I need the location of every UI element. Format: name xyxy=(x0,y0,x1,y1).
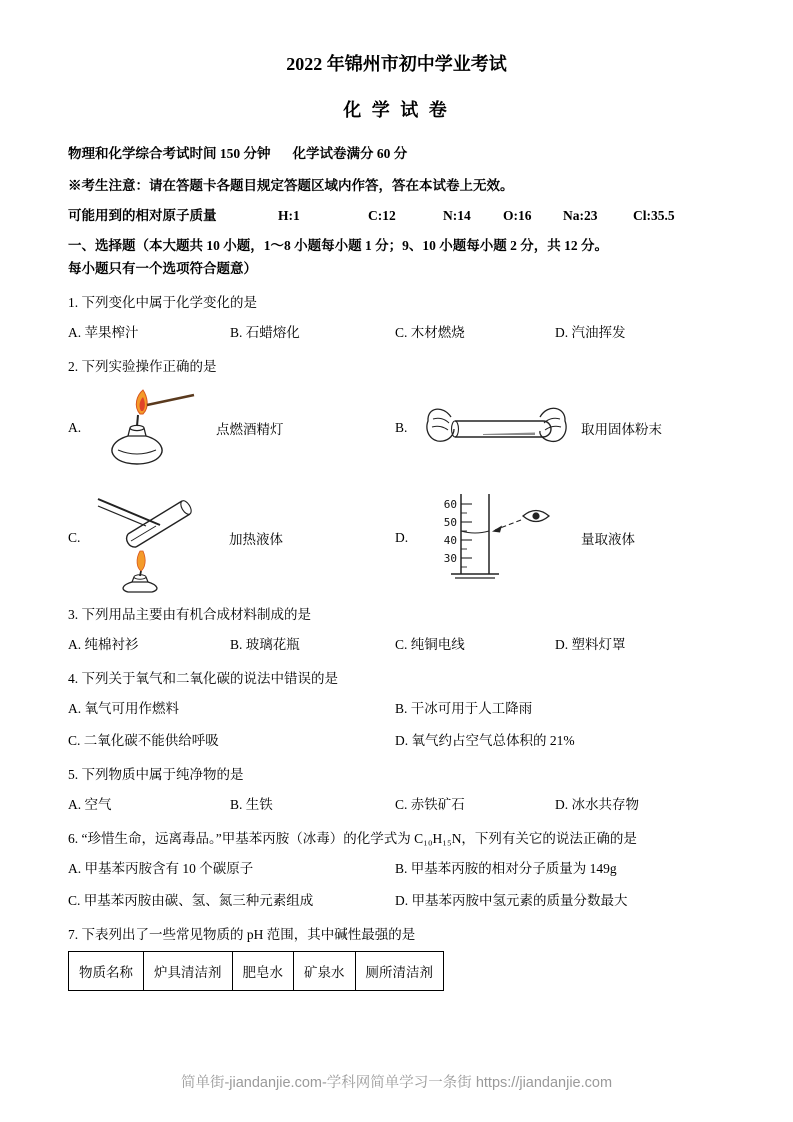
left-hand xyxy=(427,409,454,441)
table-cell-stove-cleaner: 炉具清洁剂 xyxy=(144,952,233,991)
atomic-mass-c: C:12 xyxy=(368,208,396,223)
eye-pupil xyxy=(532,512,539,519)
alcohol-lamp-lighting-illustration xyxy=(94,387,206,469)
q4-option-b: B. 干冰可用于人工降雨 xyxy=(395,701,533,716)
lamp-body xyxy=(112,436,162,464)
q6-option-d: D. 甲基苯丙胺中氢元素的质量分数最大 xyxy=(395,893,628,908)
q5-stem: 5. 下列物质中属于纯净物的是 xyxy=(68,767,244,782)
graduated-cylinder-illustration xyxy=(421,490,571,586)
lamp-flame xyxy=(137,551,145,571)
section-title-line2: 每小题只有一个选项符合题意） xyxy=(68,261,257,276)
q3-options xyxy=(68,635,725,655)
match-stick xyxy=(147,395,194,405)
q2-option-a xyxy=(68,387,395,469)
q2-option-c-label: C. xyxy=(68,530,81,545)
solid-powder xyxy=(483,433,535,436)
q2-option-b-caption: 取用固体粉末 xyxy=(581,422,662,437)
q2-option-c-caption: 加热液体 xyxy=(229,532,283,547)
test-tube-wall xyxy=(128,501,182,534)
q4-options-row1 xyxy=(68,699,725,719)
q2-option-b xyxy=(395,387,725,469)
atomic-mass-line xyxy=(68,206,725,226)
q4-option-c: C. 二氧化碳不能供给呼吸 xyxy=(68,733,219,748)
q4-option-d: D. 氧气约占空气总体积的 21% xyxy=(395,733,575,748)
q2-option-c xyxy=(68,483,395,593)
atomic-mass-n: N:14 xyxy=(443,208,471,223)
table-cell-mineral-water: 矿泉水 xyxy=(294,952,356,991)
q5-option-a: A. 空气 xyxy=(68,797,112,812)
q7-stem: 7. 下表列出了一些常见物质的 pH 范围，其中碱性最强的是 xyxy=(68,927,416,942)
q2-figure-grid xyxy=(68,387,725,593)
q2-stem: 2. 下列实验操作正确的是 xyxy=(68,359,217,374)
q2-option-d xyxy=(395,483,725,593)
lamp-wick xyxy=(137,415,138,426)
q3-option-b: B. 玻璃花瓶 xyxy=(230,637,300,652)
q6-option-a: A. 甲基苯丙胺含有 10 个碳原子 xyxy=(68,861,254,876)
lamp-body xyxy=(123,582,157,592)
exam-time-info: 物理和化学综合考试时间 150 分钟 xyxy=(68,146,271,161)
table-row xyxy=(69,952,444,991)
watermark-footer: 简单街-jiandanjie.com-学科网简单学习一条街 https://jiandanjie.com xyxy=(180,1075,613,1091)
sight-arrowhead xyxy=(492,526,502,533)
q2-option-a-label: A. xyxy=(68,420,82,435)
section-title-line1: 一、选择题（本大题共 10 小题，1～8 小题每小题 1 分；9、10 小题每小题 2 分，共 12 分。 xyxy=(68,238,608,253)
exam-subtitle: 化 学 试 卷 xyxy=(343,100,450,120)
q4-options-row2 xyxy=(68,731,725,751)
q1-options xyxy=(68,323,725,343)
q3-stem: 3. 下列用品主要由有机合成材料制成的是 xyxy=(68,607,311,622)
q5-option-c: C. 赤铁矿石 xyxy=(395,797,465,812)
q6-options-row1 xyxy=(68,859,725,879)
left-hand-finger xyxy=(433,418,449,423)
atomic-mass-h: H:1 xyxy=(278,208,300,223)
test-tube-mouth xyxy=(179,499,194,516)
lamp-cap xyxy=(130,425,144,430)
q2-option-d-label: D. xyxy=(395,530,409,545)
q1-option-a: A. 苹果榨汁 xyxy=(68,325,139,340)
tube-holder xyxy=(98,499,160,525)
q6-stem: 6. “珍惜生命，远离毒品。”甲基苯丙胺（冰毒）的化学式为 C₁₀H₁₅N，下列有关它的说法正确的是 xyxy=(68,831,637,846)
q3-option-c: C. 纯铜电线 xyxy=(395,637,465,652)
q2-option-d-caption: 量取液体 xyxy=(581,532,635,547)
exam-title: 2022 年锦州市初中学业考试 xyxy=(286,54,507,74)
heating-liquid-illustration xyxy=(94,483,219,593)
liquid-level xyxy=(131,526,156,541)
table-cell-toilet-cleaner: 厕所清洁剂 xyxy=(355,952,444,991)
hands-test-tube-illustration xyxy=(421,397,571,459)
q5-option-b: B. 生铁 xyxy=(230,797,273,812)
q2-option-a-caption: 点燃酒精灯 xyxy=(216,422,284,437)
q6-option-b: B. 甲基苯丙胺的相对分子质量为 149g xyxy=(395,861,617,876)
atomic-mass-cl: Cl:35.5 xyxy=(633,208,675,223)
exam-info-line xyxy=(68,144,725,164)
q3-option-d: D. 塑料灯罩 xyxy=(555,637,626,652)
q4-option-a: A. 氧气可用作燃料 xyxy=(68,701,179,716)
atomic-mass-o: O:16 xyxy=(503,208,532,223)
scale-label-30: 30 xyxy=(443,552,457,565)
left-hand-finger xyxy=(432,426,448,430)
q4-stem: 4. 下列关于氧气和二氧化碳的说法中错误的是 xyxy=(68,671,338,686)
ph-table xyxy=(68,951,444,991)
q1-option-b: B. 石蜡熔化 xyxy=(230,325,300,340)
q1-option-d: D. 汽油挥发 xyxy=(555,325,626,340)
q2-option-b-label: B. xyxy=(395,420,408,435)
exam-score-info: 化学试卷满分 60 分 xyxy=(292,146,408,161)
atomic-mass-na: Na:23 xyxy=(563,208,598,223)
q5-options xyxy=(68,795,725,815)
lamp-alcohol-level xyxy=(118,450,156,454)
q5-option-d: D. 冰水共存物 xyxy=(555,797,639,812)
scale-label-60: 60 xyxy=(443,498,457,511)
q6-options-row2 xyxy=(68,891,725,911)
scale-label-40: 40 xyxy=(443,534,457,547)
q1-stem: 1. 下列变化中属于化学变化的是 xyxy=(68,295,257,310)
atomic-mass-label: 可能用到的相对原子质量 xyxy=(68,208,217,223)
candidate-notice: ※考生注意：请在答题卡各题目规定答题区域内作答，答在本试卷上无效。 xyxy=(68,178,514,193)
q3-option-a: A. 纯棉衬衫 xyxy=(68,637,139,652)
q6-option-c: C. 甲基苯丙胺由碳、氢、氮三种元素组成 xyxy=(68,893,314,908)
table-header-substance: 物质名称 xyxy=(69,952,144,991)
right-hand-finger xyxy=(545,426,561,430)
scale-label-50: 50 xyxy=(443,516,457,529)
q1-option-c: C. 木材燃烧 xyxy=(395,325,465,340)
table-cell-soap-water: 肥皂水 xyxy=(232,952,294,991)
